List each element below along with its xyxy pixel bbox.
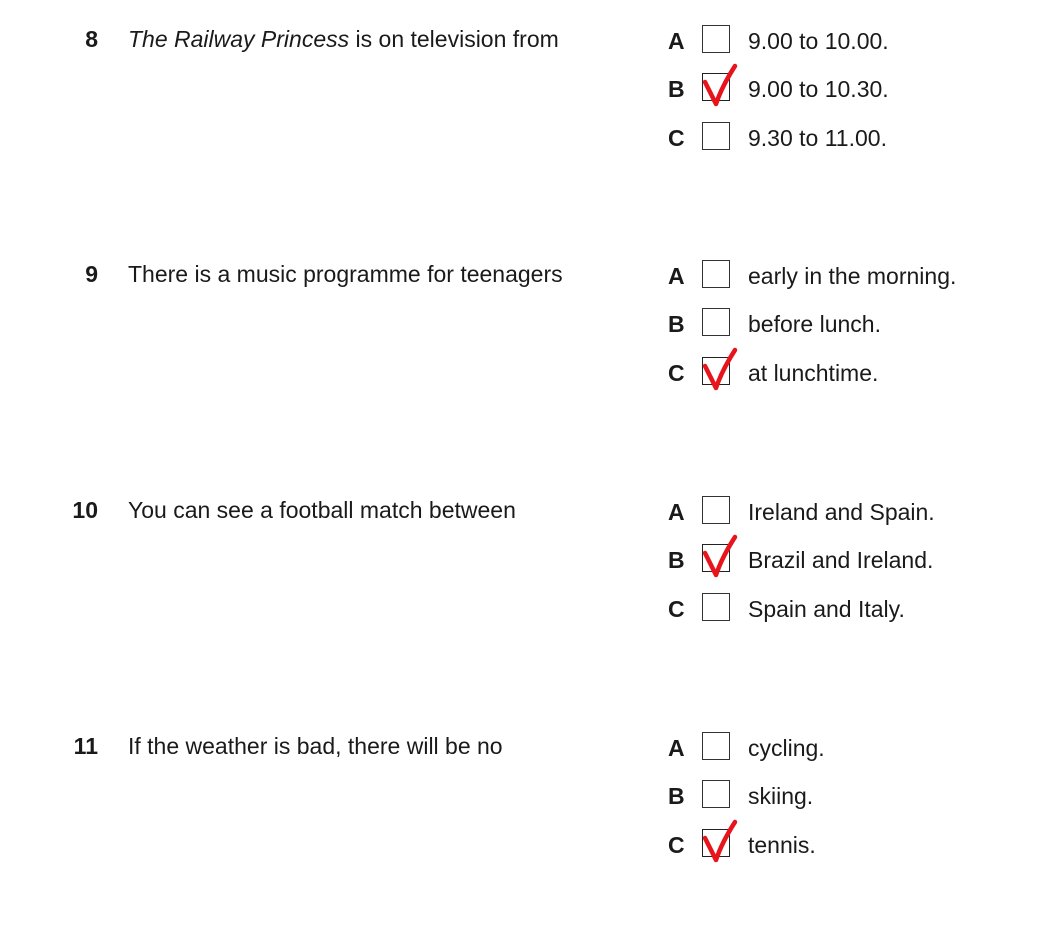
answer-checkbox[interactable] [702, 73, 730, 101]
answer-checkbox[interactable] [702, 260, 730, 288]
option-text: Brazil and Ireland. [748, 547, 934, 573]
checkmark-icon [699, 818, 739, 864]
checkmark-icon [699, 62, 739, 108]
option-text: 9.30 to 11.00. [748, 125, 887, 151]
option-letter: B [668, 311, 685, 337]
option-letter: C [668, 596, 685, 622]
option-text: Spain and Italy. [748, 596, 905, 622]
option-letter: A [668, 735, 685, 761]
question-11 [0, 731, 1062, 891]
answer-checkbox[interactable] [702, 308, 730, 336]
option-b[interactable] [668, 307, 1048, 341]
question-stem: You can see a football match between [128, 497, 516, 523]
answer-checkbox[interactable] [702, 122, 730, 150]
option-letter: B [668, 547, 685, 573]
option-text: tennis. [748, 832, 816, 858]
option-letter: A [668, 263, 685, 289]
answer-checkbox[interactable] [702, 829, 730, 857]
question-10 [0, 495, 1062, 655]
question-number: 10 [72, 497, 98, 523]
checkmark-icon [699, 533, 739, 579]
option-a[interactable] [668, 731, 1048, 765]
question-stem [128, 24, 559, 54]
option-c[interactable] [668, 828, 1048, 862]
option-c[interactable] [668, 121, 1048, 155]
question-stem: There is a music programme for teenagers [128, 261, 563, 287]
option-c[interactable] [668, 592, 1048, 626]
option-letter: A [668, 28, 685, 54]
option-letter: B [668, 76, 685, 102]
option-b[interactable] [668, 779, 1048, 813]
option-text: 9.00 to 10.00. [748, 28, 889, 54]
question-stem-text: is on television from [349, 26, 559, 52]
answer-checkbox[interactable] [702, 25, 730, 53]
answer-checkbox[interactable] [702, 357, 730, 385]
option-letter: C [668, 125, 685, 151]
option-text: 9.00 to 10.30. [748, 76, 889, 102]
option-text: at lunchtime. [748, 360, 879, 386]
option-letter: C [668, 360, 685, 386]
option-letter: B [668, 783, 685, 809]
checkmark-icon [699, 346, 739, 392]
answer-checkbox[interactable] [702, 496, 730, 524]
answer-checkbox[interactable] [702, 593, 730, 621]
option-a[interactable] [668, 259, 1048, 293]
answer-checkbox[interactable] [702, 544, 730, 572]
option-text: Ireland and Spain. [748, 499, 935, 525]
option-letter: A [668, 499, 685, 525]
option-letter: C [668, 832, 685, 858]
answer-checkbox[interactable] [702, 780, 730, 808]
question-stem: If the weather is bad, there will be no [128, 733, 503, 759]
option-text: cycling. [748, 735, 825, 761]
option-a[interactable] [668, 24, 1048, 58]
option-a[interactable] [668, 495, 1048, 529]
option-c[interactable] [668, 356, 1048, 390]
question-number: 11 [73, 733, 98, 759]
question-9 [0, 259, 1062, 419]
option-b[interactable] [668, 72, 1048, 106]
option-text: skiing. [748, 783, 814, 809]
option-text: before lunch. [748, 311, 881, 337]
programme-title: The Railway Princess [128, 26, 350, 52]
question-number: 8 [85, 26, 98, 52]
option-text: early in the morning. [748, 263, 957, 289]
option-b[interactable] [668, 543, 1048, 577]
answer-checkbox[interactable] [702, 732, 730, 760]
question-8 [0, 24, 1062, 184]
question-number: 9 [85, 261, 98, 287]
